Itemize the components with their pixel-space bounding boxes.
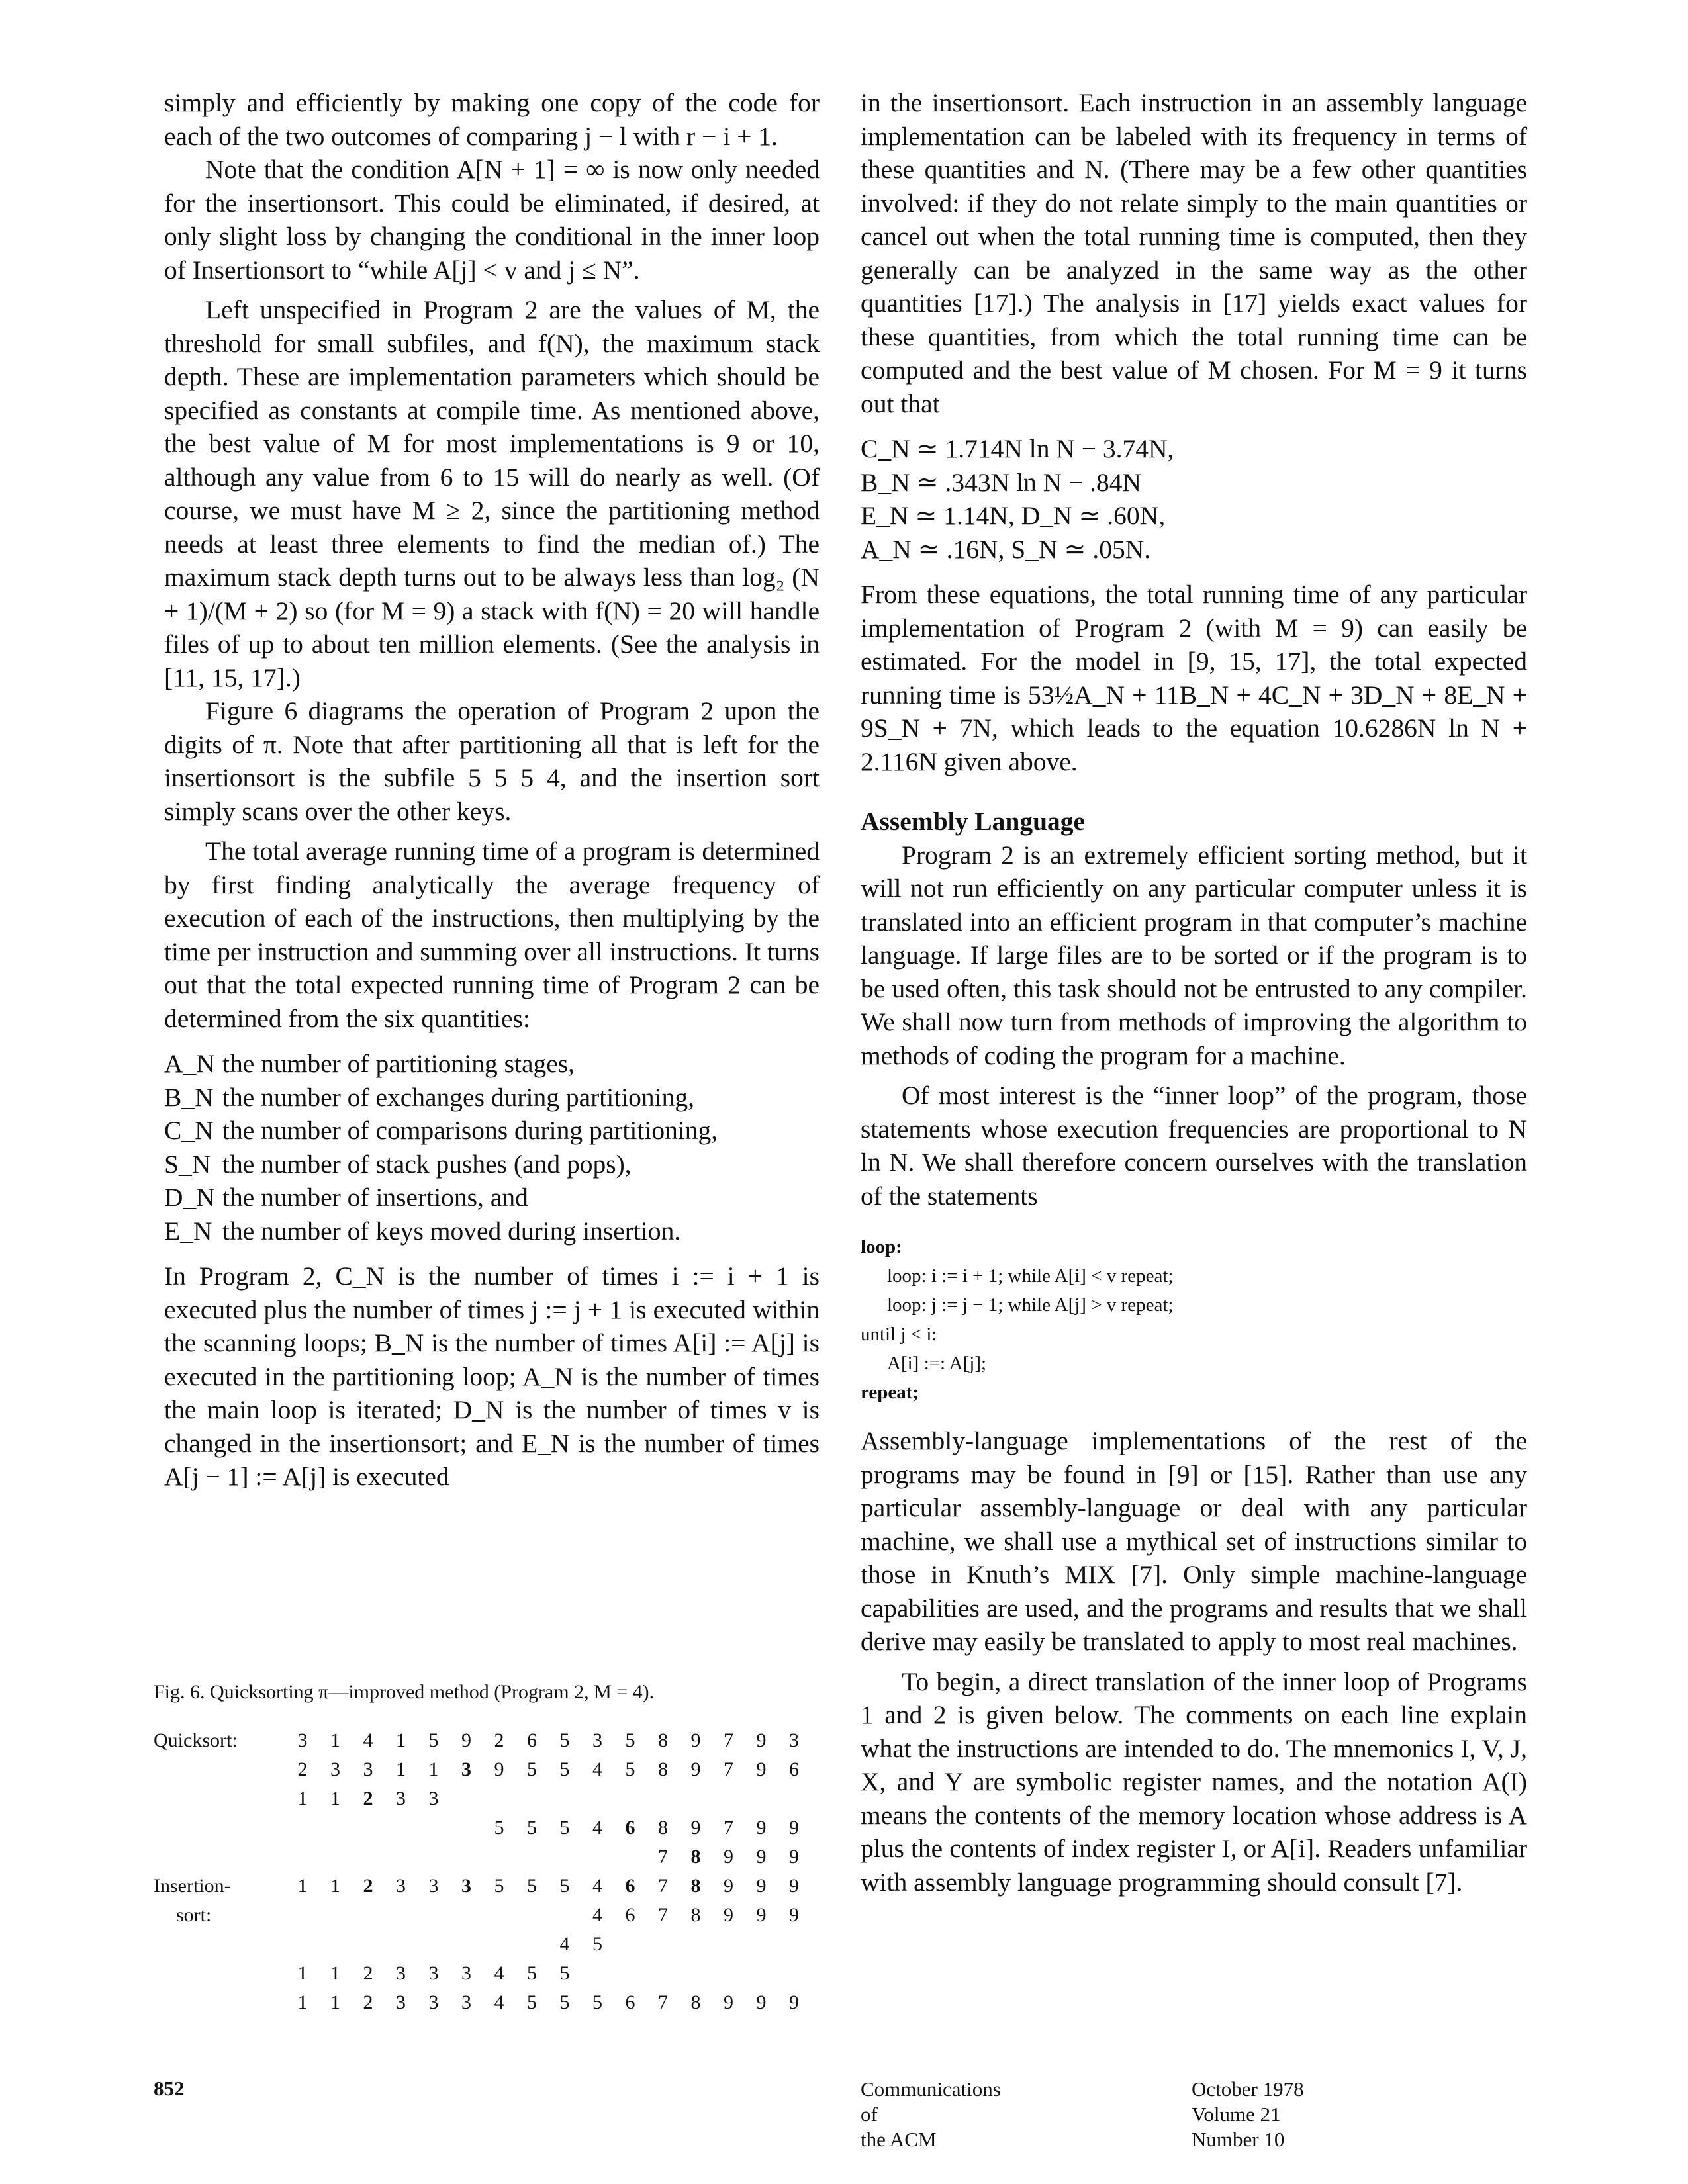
trace-digit: 4 xyxy=(494,1991,504,2013)
trace-digit: 5 xyxy=(527,1817,537,1839)
trace-digit: 6 xyxy=(625,1991,635,2013)
code-line: loop: i := i + 1; while A[i] < v repeat; xyxy=(887,1265,1174,1287)
trace-digit: 2 xyxy=(363,1991,373,2013)
trace-digit: 3 xyxy=(461,1962,471,1984)
trace-digit: 7 xyxy=(724,1729,733,1751)
trace-digit: 5 xyxy=(559,1729,570,1751)
trace-digit: 4 xyxy=(494,1962,504,1984)
trace-digit: 4 xyxy=(592,1758,602,1780)
trace-digit: 3 xyxy=(363,1758,373,1780)
trace-digit: 4 xyxy=(559,1933,570,1955)
row-label-quicksort: Quicksort: xyxy=(154,1729,238,1751)
trace-digit: 9 xyxy=(756,1875,767,1897)
trace-digit: 5 xyxy=(592,1933,602,1955)
trace-digit: 9 xyxy=(756,1758,767,1780)
definition-item xyxy=(164,1214,820,1248)
footer-line: Number 10 xyxy=(1192,2128,1285,2151)
trace-digit: 9 xyxy=(690,1758,701,1780)
definition-symbol: C_N xyxy=(164,1116,214,1145)
definition-text: the number of partitioning stages, xyxy=(222,1049,575,1078)
trace-digit: 5 xyxy=(527,1875,537,1897)
trace-digit: 1 xyxy=(297,1788,308,1809)
definition-text: the number of insertions, and xyxy=(222,1183,528,1212)
paragraph: The total average running time of a program is determined by first finding analytically the average frequency of execution of each of the instructions, then multiplying by the time per instruction and summing over all instructions. It turns out that the total expected running time of Program 2 can be determined from the six quantities: xyxy=(164,837,820,1033)
trace-digit: 2 xyxy=(363,1962,373,1984)
trace-digit: 5 xyxy=(625,1758,635,1780)
trace-digit: 2 xyxy=(297,1758,308,1780)
trace-digit: 1 xyxy=(297,1991,308,2013)
trace-digit: 1 xyxy=(297,1962,308,1984)
trace-digit: 8 xyxy=(690,1846,701,1868)
code-line: loop: j := j − 1; while A[j] > v repeat; xyxy=(887,1295,1174,1316)
trace-digit: 5 xyxy=(592,1991,602,2013)
trace-digit: 3 xyxy=(789,1729,799,1751)
trace-digit: 7 xyxy=(658,1904,668,1926)
trace-digit: 6 xyxy=(625,1904,635,1926)
definition-text: the number of stack pushes (and pops), xyxy=(222,1149,632,1179)
trace-digit: 1 xyxy=(330,1962,340,1984)
trace-digit: 3 xyxy=(461,1991,471,2013)
trace-digit: 9 xyxy=(789,1875,799,1897)
trace-digit: 9 xyxy=(690,1817,701,1839)
trace-digit: 9 xyxy=(724,1846,733,1868)
definition-text: the number of comparisons during partitioning, xyxy=(222,1116,718,1145)
page-number: 852 xyxy=(154,2077,185,2100)
trace-digit: 9 xyxy=(756,1846,767,1868)
row-label-sort: sort: xyxy=(176,1904,212,1926)
trace-digit: 5 xyxy=(527,1991,537,2013)
trace-digit: 9 xyxy=(690,1729,701,1751)
trace-digit: 9 xyxy=(789,1991,799,2013)
trace-digit: 3 xyxy=(396,1962,406,1984)
trace-digit: 9 xyxy=(789,1846,799,1868)
equation: B_N ≃ .343N ln N − .84N xyxy=(861,467,1142,497)
equation: E_N ≃ 1.14N, D_N ≃ .60N, xyxy=(861,501,1166,530)
paragraph: Program 2 is an extremely efficient sorting method, but it will not run efficiently on any particular computer unless it is translated into an efficient program in that computer’s machine language. If large files are to be sorted or if the program is to be used often, this task should not be entrusted to any compiler. We shall now turn from methods of improving the algorithm to methods of coding the program for a machine. xyxy=(861,840,1527,1070)
trace-digit: 8 xyxy=(658,1817,668,1839)
trace-digit: 8 xyxy=(690,1875,701,1897)
code-line: until j < i: xyxy=(861,1324,937,1345)
trace-digit: 9 xyxy=(461,1729,471,1751)
trace-digit: 3 xyxy=(592,1729,602,1751)
trace-digit: 6 xyxy=(789,1758,799,1780)
trace-digit: 8 xyxy=(658,1729,668,1751)
definition-symbol: S_N xyxy=(164,1149,211,1179)
trace-digit: 9 xyxy=(724,1991,733,2013)
trace-digit: 1 xyxy=(297,1875,308,1897)
paragraph: From these equations, the total running time of any particular implementation of Program 2 (with M = 9) can easily be estimated. For the model in [9, 15, 17], the total expected running time is 53½A_N + 11B_N + 4C_N + 3D_N + 8E_N + 9S_N + 7N, which leads to the equation 10.6286N ln N + 2.116N given above. xyxy=(861,580,1527,776)
trace-digit: 7 xyxy=(724,1758,733,1780)
trace-digit: 5 xyxy=(559,1962,570,1984)
trace-digit: 5 xyxy=(494,1817,504,1839)
trace-digit: 5 xyxy=(527,1758,537,1780)
trace-digit: 5 xyxy=(428,1729,439,1751)
definition-item xyxy=(164,1114,820,1148)
paragraph: Note that the condition A[N + 1] = ∞ is now only needed for the insertionsort. This could be eliminated, if desired, at only slight loss by changing the conditional in the inner loop of Insertionsort to “while A[j] < v and j ≤ N”. xyxy=(164,155,820,285)
trace-digit: 9 xyxy=(789,1904,799,1926)
quicksort-trace-table xyxy=(154,1726,829,2097)
definition-list xyxy=(164,1047,820,1248)
trace-digit: 4 xyxy=(363,1729,373,1751)
trace-digit: 2 xyxy=(363,1875,373,1897)
trace-digit: 9 xyxy=(789,1817,799,1839)
definition-text: the number of keys moved during insertion. xyxy=(222,1216,681,1246)
definition-item xyxy=(164,1081,820,1115)
trace-digit: 1 xyxy=(330,1729,340,1751)
trace-digit: 1 xyxy=(396,1758,406,1780)
trace-digit: 3 xyxy=(461,1758,471,1780)
trace-digit: 2 xyxy=(494,1729,504,1751)
trace-digit: 9 xyxy=(724,1875,733,1897)
trace-digit: 1 xyxy=(330,1991,340,2013)
right-column xyxy=(861,86,1527,1899)
equation: A_N ≃ .16N, S_N ≃ .05N. xyxy=(861,534,1151,564)
trace-digit: 8 xyxy=(658,1758,668,1780)
paragraph: in the insertionsort. Each instruction in an assembly language implementation can be labeled with its frequency in terms of these quantities and N. (There may be a few other quantities involved: if they do not relate simply to the main quantities or cancel out when the total running time is computed, then they generally can be analyzed in the same way as the other quantities [17].) The analysis in [17] yields exact values for these quantities, from which the total running time can be computed and the best value of M chosen. For M = 9 it turns out that xyxy=(861,88,1527,418)
trace-digit: 3 xyxy=(396,1788,406,1809)
footer-line: Communications xyxy=(861,2077,1001,2101)
footer-line: of xyxy=(861,2103,878,2126)
section-heading: Assembly Language xyxy=(861,807,1086,836)
footer-line: October 1978 xyxy=(1192,2077,1304,2101)
definition-item xyxy=(164,1047,820,1081)
trace-digit: 5 xyxy=(559,1991,570,2013)
trace-digit: 1 xyxy=(396,1729,406,1751)
trace-digit: 9 xyxy=(724,1904,733,1926)
left-column xyxy=(164,86,820,1494)
paragraph: simply and efficiently by making one copy of the code for each of the two outcomes of comparing j − l with r − i + 1. xyxy=(164,88,820,151)
trace-digit: 5 xyxy=(625,1729,635,1751)
trace-digit: 3 xyxy=(461,1875,471,1897)
trace-digit: 9 xyxy=(494,1758,504,1780)
definition-symbol: D_N xyxy=(164,1183,215,1212)
trace-digit: 3 xyxy=(396,1875,406,1897)
trace-digit: 7 xyxy=(658,1991,668,2013)
trace-digit: 6 xyxy=(625,1875,635,1897)
trace-digit: 5 xyxy=(527,1962,537,1984)
trace-digit: 1 xyxy=(428,1758,439,1780)
definition-symbol: A_N xyxy=(164,1049,215,1078)
definition-symbol: B_N xyxy=(164,1082,214,1112)
trace-digit: 1 xyxy=(330,1788,340,1809)
trace-digit: 3 xyxy=(330,1758,340,1780)
trace-digit: 2 xyxy=(363,1788,373,1809)
row-label-insertion: Insertion- xyxy=(154,1875,231,1897)
footer-line: Volume 21 xyxy=(1192,2103,1281,2126)
trace-digit: 3 xyxy=(428,1991,439,2013)
trace-digit: 3 xyxy=(428,1788,439,1809)
trace-digit: 9 xyxy=(756,1817,767,1839)
trace-digit: 7 xyxy=(724,1817,733,1839)
equation: C_N ≃ 1.714N ln N − 3.74N, xyxy=(861,434,1174,463)
footer-issue xyxy=(1192,2077,1304,2152)
trace-digit: 5 xyxy=(559,1817,570,1839)
footer-line: the ACM xyxy=(861,2128,937,2151)
paragraph: Assembly-language implementations of the rest of the programs may be found in [9] or [15]. Rather than use any particular assembly-language or deal with any particular machine, we shall use a mythical set of instructions similar to those in Knuth’s MIX [7]. Only simple machine-language capabilities are used, and the programs and results that we shall derive may easily be translated to apply to most real machines. xyxy=(861,1426,1527,1656)
trace-digit: 6 xyxy=(625,1817,635,1839)
trace-digit: 6 xyxy=(527,1729,537,1751)
definition-text: the number of exchanges during partitioning, xyxy=(222,1082,695,1112)
trace-digit: 7 xyxy=(658,1875,668,1897)
paragraph: Of most interest is the “inner loop” of the program, those statements whose execution frequencies are proportional to N ln N. We shall therefore concern ourselves with the translation of the statements xyxy=(861,1081,1527,1210)
trace-digit: 9 xyxy=(756,1991,767,2013)
trace-digit: 3 xyxy=(297,1729,308,1751)
trace-digit: 3 xyxy=(428,1962,439,1984)
trace-digit: 5 xyxy=(494,1875,504,1897)
trace-digit: 8 xyxy=(690,1904,701,1926)
definition-item xyxy=(164,1148,820,1181)
code-block xyxy=(861,1232,1527,1407)
trace-digit: 8 xyxy=(690,1991,701,2013)
trace-digit: 9 xyxy=(756,1729,767,1751)
definition-item xyxy=(164,1181,820,1214)
trace-digit: 5 xyxy=(559,1875,570,1897)
paragraph: Figure 6 diagrams the operation of Program 2 upon the digits of π. Note that after partitioning all that is left for the insertionsort is the subfile 5 5 5 4, and the insertion sort simply scans over the other keys. xyxy=(164,696,820,826)
paragraph: To begin, a direct translation of the inner loop of Programs 1 and 2 is given below. The comments on each line explain what the instructions are intended to do. The mnemonics I, V, J, X, and Y are symbolic register names, and the notation A(I) means the contents of the memory location whose address is A plus the contents of index register I, or A[i]. Readers unfamiliar with assembly language programming should consult [7]. xyxy=(861,1666,1527,1897)
figure-caption: Fig. 6. Quicksorting π—improved method (Program 2, M = 4). xyxy=(154,1681,655,1703)
trace-digit: 9 xyxy=(756,1904,767,1926)
trace-digit: 4 xyxy=(592,1904,602,1926)
definition-symbol: E_N xyxy=(164,1216,212,1246)
figure-6 xyxy=(154,1681,829,2097)
paragraph: In Program 2, C_N is the number of times i := i + 1 is executed plus the number of times j := j + 1 is executed within the scanning loops; B_N is the number of times A[i] := A[j] is executed in the partitioning loop; A_N is the number of times the main loop is iterated; D_N is the number of times v is changed in the insertionsort; and E_N is the number of times A[j − 1] := A[j] is executed xyxy=(164,1261,820,1491)
code-line: A[i] :=: A[j]; xyxy=(887,1353,987,1374)
equation-block xyxy=(861,432,1527,566)
footer-journal xyxy=(861,2077,1001,2152)
trace-digit: 4 xyxy=(592,1817,602,1839)
trace-digit: 7 xyxy=(658,1846,668,1868)
trace-digit: 5 xyxy=(559,1758,570,1780)
trace-digit: 3 xyxy=(428,1875,439,1897)
trace-digit: 3 xyxy=(396,1991,406,2013)
trace-digit: 4 xyxy=(592,1875,602,1897)
trace-digit: 1 xyxy=(330,1875,340,1897)
code-line: loop: xyxy=(861,1236,902,1257)
code-line: repeat; xyxy=(861,1382,919,1403)
paragraph: Left unspecified in Program 2 are the values of M, the threshold for small subfiles, and f(N), the maximum stack depth. These are implementation parameters which should be specified as constants at compile time. As mentioned above, the best value of M for most implementations is 9 or 10, although any value from 6 to 15 will do nearly as well. (Of course, we must have M ≥ 2, since the partitioning method needs at least three elements to find the median of.) The maximum stack depth turns out to be always less than log₂ (N + 1)/(M + 2) so (for M = 9) a stack with f(N) = 20 will handle files of up to about ten million elements. (See the analysis in [11, 15, 17].) xyxy=(164,295,820,692)
